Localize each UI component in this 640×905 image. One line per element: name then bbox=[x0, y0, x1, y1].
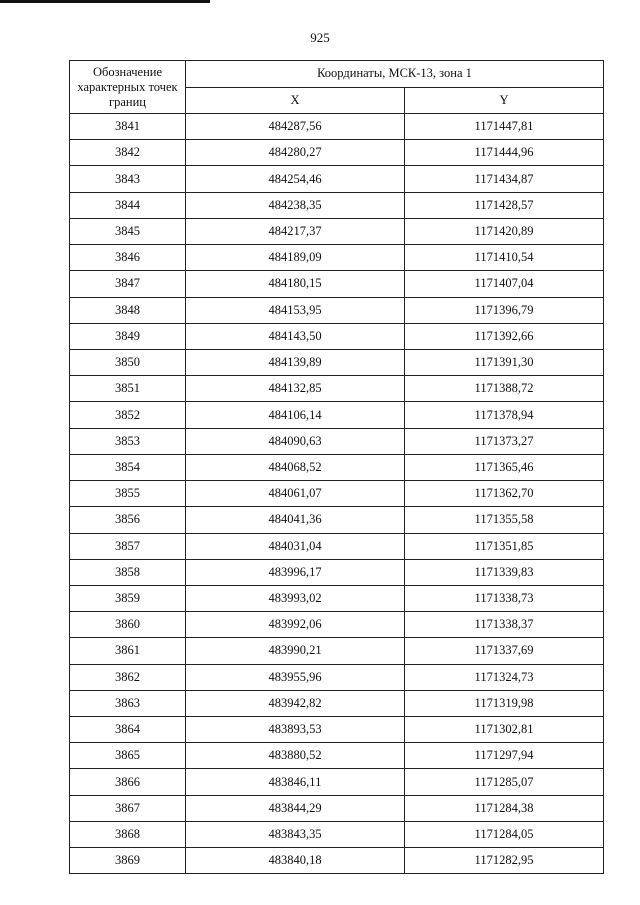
cell-y: 1171365,46 bbox=[405, 454, 604, 480]
table-row bbox=[70, 114, 604, 140]
cell-x: 484139,89 bbox=[186, 349, 405, 375]
cell-y: 1171285,07 bbox=[405, 769, 604, 795]
table-body bbox=[70, 114, 604, 874]
cell-x: 484287,56 bbox=[186, 114, 405, 140]
cell-y: 1171362,70 bbox=[405, 481, 604, 507]
cell-y: 1171355,58 bbox=[405, 507, 604, 533]
cell-y: 1171378,94 bbox=[405, 402, 604, 428]
cell-x: 484153,95 bbox=[186, 297, 405, 323]
cell-point: 3856 bbox=[70, 507, 186, 533]
cell-point: 3865 bbox=[70, 743, 186, 769]
table-row bbox=[70, 376, 604, 402]
cell-y: 1171407,04 bbox=[405, 271, 604, 297]
cell-point: 3867 bbox=[70, 795, 186, 821]
cell-x: 484106,14 bbox=[186, 402, 405, 428]
cell-point: 3844 bbox=[70, 192, 186, 218]
cell-point: 3842 bbox=[70, 140, 186, 166]
cell-point: 3853 bbox=[70, 428, 186, 454]
table-row bbox=[70, 664, 604, 690]
header-y: Y bbox=[405, 87, 604, 114]
cell-y: 1171338,37 bbox=[405, 612, 604, 638]
cell-x: 483955,96 bbox=[186, 664, 405, 690]
cell-y: 1171339,83 bbox=[405, 559, 604, 585]
table-row bbox=[70, 638, 604, 664]
cell-y: 1171447,81 bbox=[405, 114, 604, 140]
cell-point: 3847 bbox=[70, 271, 186, 297]
cell-x: 483993,02 bbox=[186, 585, 405, 611]
table-row bbox=[70, 140, 604, 166]
cell-x: 484068,52 bbox=[186, 454, 405, 480]
cell-x: 483844,29 bbox=[186, 795, 405, 821]
table-row bbox=[70, 559, 604, 585]
header-coordinates: Координаты, МСК-13, зона 1 bbox=[186, 61, 604, 88]
table-row bbox=[70, 481, 604, 507]
cell-x: 484180,15 bbox=[186, 271, 405, 297]
cell-point: 3841 bbox=[70, 114, 186, 140]
cell-x: 484217,37 bbox=[186, 218, 405, 244]
cell-y: 1171410,54 bbox=[405, 245, 604, 271]
table-row bbox=[70, 349, 604, 375]
cell-point: 3850 bbox=[70, 349, 186, 375]
cell-y: 1171391,30 bbox=[405, 349, 604, 375]
cell-x: 484090,63 bbox=[186, 428, 405, 454]
table-row bbox=[70, 690, 604, 716]
cell-point: 3858 bbox=[70, 559, 186, 585]
header-x: X bbox=[186, 87, 405, 114]
cell-y: 1171373,27 bbox=[405, 428, 604, 454]
table-row bbox=[70, 192, 604, 218]
cell-x: 484280,27 bbox=[186, 140, 405, 166]
cell-point: 3861 bbox=[70, 638, 186, 664]
table-row bbox=[70, 323, 604, 349]
cell-x: 483996,17 bbox=[186, 559, 405, 585]
cell-point: 3862 bbox=[70, 664, 186, 690]
cell-y: 1171396,79 bbox=[405, 297, 604, 323]
cell-point: 3849 bbox=[70, 323, 186, 349]
table-row bbox=[70, 428, 604, 454]
cell-x: 484132,85 bbox=[186, 376, 405, 402]
cell-y: 1171302,81 bbox=[405, 717, 604, 743]
cell-x: 484143,50 bbox=[186, 323, 405, 349]
cell-point: 3866 bbox=[70, 769, 186, 795]
cell-point: 3848 bbox=[70, 297, 186, 323]
cell-point: 3854 bbox=[70, 454, 186, 480]
cell-point: 3852 bbox=[70, 402, 186, 428]
cell-point: 3868 bbox=[70, 821, 186, 847]
cell-y: 1171319,98 bbox=[405, 690, 604, 716]
cell-point: 3869 bbox=[70, 848, 186, 874]
cell-point: 3843 bbox=[70, 166, 186, 192]
coordinates-table bbox=[69, 60, 604, 874]
top-rule bbox=[0, 0, 210, 3]
cell-x: 483942,82 bbox=[186, 690, 405, 716]
cell-y: 1171282,95 bbox=[405, 848, 604, 874]
cell-point: 3846 bbox=[70, 245, 186, 271]
table-row bbox=[70, 585, 604, 611]
table-row bbox=[70, 743, 604, 769]
cell-x: 484031,04 bbox=[186, 533, 405, 559]
table-row bbox=[70, 245, 604, 271]
cell-x: 484189,09 bbox=[186, 245, 405, 271]
cell-y: 1171434,87 bbox=[405, 166, 604, 192]
cell-point: 3864 bbox=[70, 717, 186, 743]
cell-y: 1171338,73 bbox=[405, 585, 604, 611]
table-row bbox=[70, 533, 604, 559]
table-row bbox=[70, 218, 604, 244]
table-row bbox=[70, 507, 604, 533]
cell-x: 483990,21 bbox=[186, 638, 405, 664]
cell-x: 483840,18 bbox=[186, 848, 405, 874]
cell-y: 1171444,96 bbox=[405, 140, 604, 166]
table-row bbox=[70, 454, 604, 480]
cell-point: 3857 bbox=[70, 533, 186, 559]
table-row bbox=[70, 795, 604, 821]
table-row bbox=[70, 717, 604, 743]
cell-y: 1171297,94 bbox=[405, 743, 604, 769]
cell-x: 483893,53 bbox=[186, 717, 405, 743]
cell-y: 1171428,57 bbox=[405, 192, 604, 218]
cell-point: 3855 bbox=[70, 481, 186, 507]
cell-y: 1171388,72 bbox=[405, 376, 604, 402]
cell-point: 3859 bbox=[70, 585, 186, 611]
cell-y: 1171284,38 bbox=[405, 795, 604, 821]
table-row bbox=[70, 821, 604, 847]
cell-x: 483846,11 bbox=[186, 769, 405, 795]
cell-x: 483843,35 bbox=[186, 821, 405, 847]
table-row bbox=[70, 402, 604, 428]
cell-y: 1171337,69 bbox=[405, 638, 604, 664]
cell-point: 3863 bbox=[70, 690, 186, 716]
table-row bbox=[70, 166, 604, 192]
cell-point: 3845 bbox=[70, 218, 186, 244]
cell-x: 484061,07 bbox=[186, 481, 405, 507]
cell-y: 1171284,05 bbox=[405, 821, 604, 847]
cell-x: 483992,06 bbox=[186, 612, 405, 638]
cell-y: 1171392,66 bbox=[405, 323, 604, 349]
table-row bbox=[70, 848, 604, 874]
header-designation: Обозначение характерных точек границ bbox=[70, 61, 186, 114]
table-row bbox=[70, 769, 604, 795]
cell-y: 1171351,85 bbox=[405, 533, 604, 559]
cell-y: 1171324,73 bbox=[405, 664, 604, 690]
table-row bbox=[70, 271, 604, 297]
cell-y: 1171420,89 bbox=[405, 218, 604, 244]
cell-x: 484041,36 bbox=[186, 507, 405, 533]
cell-x: 484238,35 bbox=[186, 192, 405, 218]
cell-x: 483880,52 bbox=[186, 743, 405, 769]
page-number: 925 bbox=[310, 30, 330, 45]
cell-x: 484254,46 bbox=[186, 166, 405, 192]
table-row bbox=[70, 612, 604, 638]
cell-point: 3851 bbox=[70, 376, 186, 402]
cell-point: 3860 bbox=[70, 612, 186, 638]
table-row bbox=[70, 297, 604, 323]
